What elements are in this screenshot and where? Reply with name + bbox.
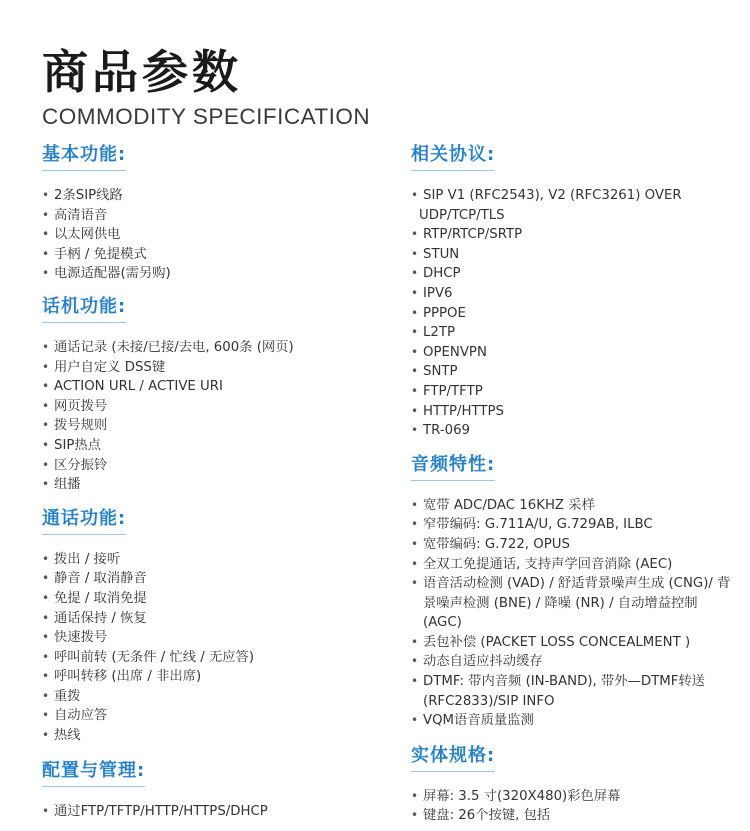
section-title: 相关协议: bbox=[411, 142, 495, 171]
section-physical-specs bbox=[411, 743, 731, 826]
spec-list bbox=[42, 186, 372, 284]
left-column bbox=[42, 142, 372, 821]
section-config-management bbox=[42, 758, 372, 822]
list-item: • 屏幕: 3.5 寸(320X480)彩色屏幕 bbox=[411, 787, 731, 807]
list-item: • 区分振铃 bbox=[42, 456, 372, 476]
spec-list bbox=[42, 802, 372, 822]
section-phone-functions bbox=[42, 294, 372, 495]
spec-list bbox=[411, 496, 731, 731]
list-item: • 全双工免提通话, 支持声学回音消除 (AEC) bbox=[411, 555, 731, 575]
spec-list bbox=[411, 787, 731, 826]
spec-list bbox=[411, 186, 731, 441]
list-item: • 呼叫前转 (无条件 / 忙线 / 无应答) bbox=[42, 648, 372, 668]
list-item: • STUN bbox=[411, 245, 731, 265]
page-subtitle: COMMODITY SPECIFICATION bbox=[42, 104, 371, 129]
list-item: • 宽带 ADC/DAC 16KHZ 采样 bbox=[411, 496, 731, 516]
list-item: • 动态自适应抖动缓存 bbox=[411, 652, 731, 672]
list-item: • 免提 / 取消免提 bbox=[42, 589, 372, 609]
list-item: • DHCP bbox=[411, 264, 731, 284]
list-item: • 用户自定义 DSS键 bbox=[42, 358, 372, 378]
right-column bbox=[411, 142, 731, 826]
section-title: 通话功能: bbox=[42, 506, 126, 535]
list-item: • 网页拨号 bbox=[42, 397, 372, 417]
list-item: • ACTION URL / ACTIVE URI bbox=[42, 377, 372, 397]
list-item: • IPV6 bbox=[411, 284, 731, 304]
spec-list bbox=[42, 550, 372, 746]
list-item: • 2条SIP线路 bbox=[42, 186, 372, 206]
list-item: • 语音活动检测 (VAD) / 舒适背景噪声生成 (CNG)/ 背景噪声检测 (BNE) / 降噪 (NR) / 自动增益控制(AGC) bbox=[411, 574, 731, 633]
list-item: • TR-069 bbox=[411, 421, 731, 441]
list-item: • SIP热点 bbox=[42, 436, 372, 456]
list-item: • OPENVPN bbox=[411, 343, 731, 363]
list-item: • 手柄 / 免提模式 bbox=[42, 245, 372, 265]
list-item: • RTP/RTCP/SRTP bbox=[411, 225, 731, 245]
list-item: • 通话保持 / 恢复 bbox=[42, 609, 372, 629]
list-item: • HTTP/HTTPS bbox=[411, 402, 731, 422]
list-item: • L2TP bbox=[411, 323, 731, 343]
list-item: • 热线 bbox=[42, 726, 372, 746]
list-item: • SIP V1 (RFC2543), V2 (RFC3261) OVER bbox=[411, 186, 731, 206]
list-item: • 自动应答 bbox=[42, 706, 372, 726]
list-item: • SNTP bbox=[411, 362, 731, 382]
list-item: • 高清语音 bbox=[42, 206, 372, 226]
section-title: 配置与管理: bbox=[42, 758, 145, 787]
list-item: • 呼叫转移 (出席 / 非出席) bbox=[42, 667, 372, 687]
list-item: • 通过FTP/TFTP/HTTP/HTTPS/DHCP bbox=[42, 802, 372, 822]
page-title: 商品参数 bbox=[42, 45, 242, 99]
list-item: • 组播 bbox=[42, 475, 372, 495]
list-item: • 快速拨号 bbox=[42, 628, 372, 648]
list-item: • 以太网供电 bbox=[42, 225, 372, 245]
section-title: 基本功能: bbox=[42, 142, 126, 171]
list-item: • 窄带编码: G.711A/U, G.729AB, ILBC bbox=[411, 515, 731, 535]
list-item: • PPPOE bbox=[411, 304, 731, 324]
section-audio-features bbox=[411, 452, 731, 731]
list-item: • DTMF: 带内音频 (IN-BAND), 带外—DTMF转送 (RFC2833)/SIP INFO bbox=[411, 672, 731, 711]
list-item: • 丢包补偿 (PACKET LOSS CONCEALMENT ) bbox=[411, 633, 731, 653]
list-item: • 重拨 bbox=[42, 687, 372, 707]
list-item: UDP/TCP/TLS bbox=[419, 207, 505, 223]
list-item: • 通话记录 (未接/已接/去电, 600条 (网页) bbox=[42, 338, 372, 358]
list-item: • VQM语音质量监测 bbox=[411, 711, 731, 731]
list-item: • 拨号规则 bbox=[42, 416, 372, 436]
list-item: • FTP/TFTP bbox=[411, 382, 731, 402]
list-item: • 拨出 / 接听 bbox=[42, 550, 372, 570]
list-item: • 宽带编码: G.722, OPUS bbox=[411, 535, 731, 555]
list-item: • 静音 / 取消静音 bbox=[42, 569, 372, 589]
section-basic-functions bbox=[42, 142, 372, 284]
list-item: • 键盘: 26个按键, 包括 bbox=[411, 806, 731, 826]
section-protocols bbox=[411, 142, 731, 441]
list-item: • 电源适配器(需另购) bbox=[42, 264, 372, 284]
section-title: 实体规格: bbox=[411, 743, 495, 772]
section-title: 音频特性: bbox=[411, 452, 495, 481]
spec-list bbox=[42, 338, 372, 495]
section-title: 话机功能: bbox=[42, 294, 126, 323]
section-call-functions bbox=[42, 506, 372, 746]
